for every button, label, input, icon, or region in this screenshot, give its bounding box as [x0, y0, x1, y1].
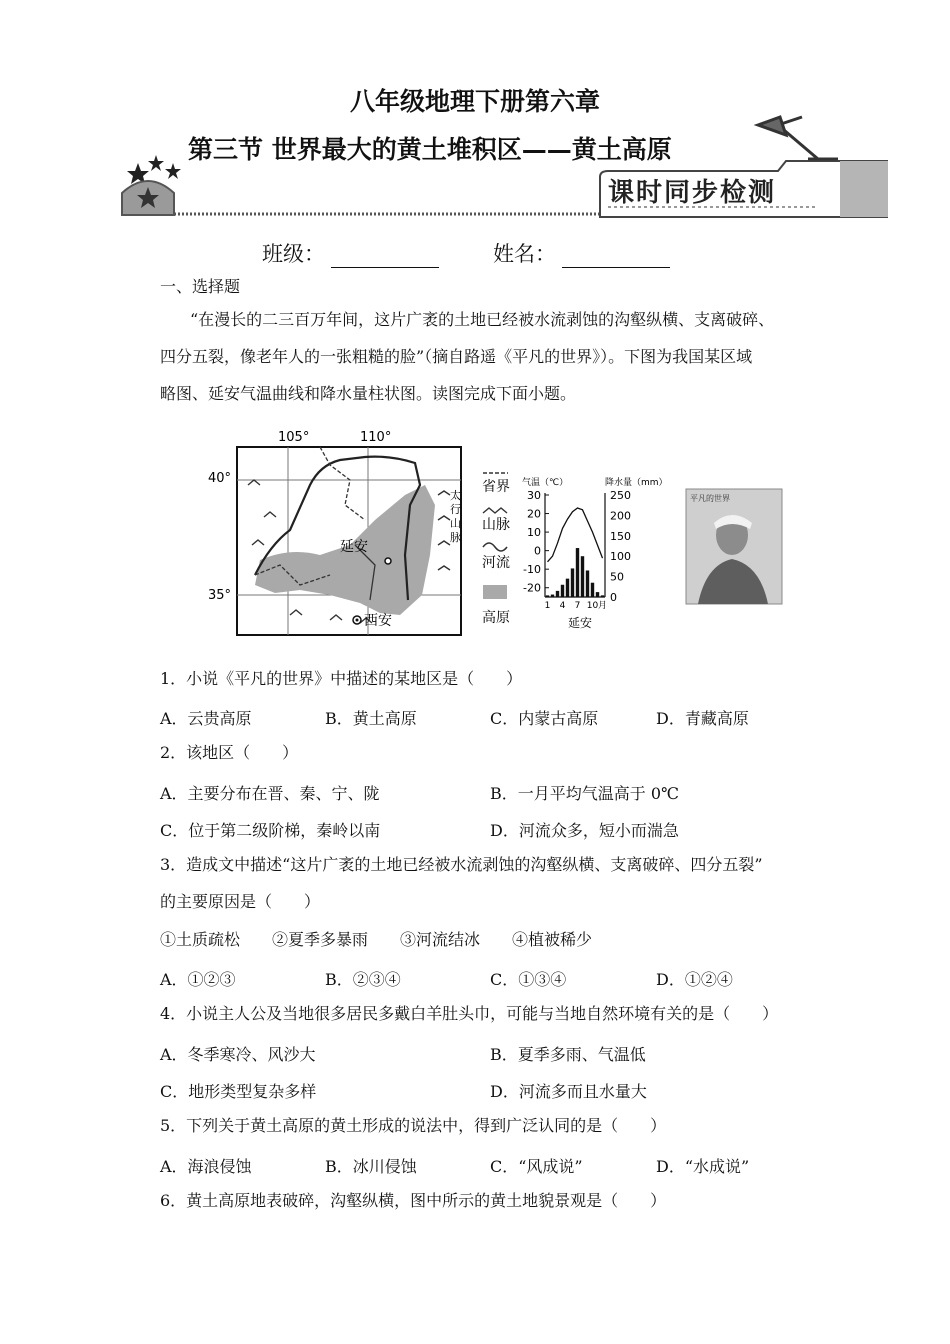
- q5-option-c[interactable]: C．“风成说”: [490, 1157, 583, 1176]
- lat-label-40: 40°: [208, 471, 232, 486]
- legend-province: 省界: [482, 479, 510, 495]
- x-tick-label: 月: [597, 601, 608, 611]
- q2-option-a[interactable]: A．主要分布在晋、秦、宁、陇: [160, 784, 380, 803]
- legend-river: 河流: [482, 555, 510, 571]
- legend-mountain-symbol: [483, 508, 507, 513]
- precip-bar-11: [596, 592, 599, 597]
- question-3-stem-2: 的主要原因是（ ）: [160, 892, 321, 911]
- x-tick-label: 1: [544, 601, 551, 611]
- precip-bar-1: [546, 595, 549, 597]
- precip-bar-12: [601, 595, 604, 597]
- city-xian: 西安: [364, 613, 392, 629]
- x-tick-label: 4: [559, 601, 566, 611]
- x-tick-label: 10: [586, 601, 599, 611]
- q3-option-a[interactable]: A．①②③: [160, 970, 236, 989]
- q4-option-a[interactable]: A．冬季寒冷、风沙大: [160, 1045, 316, 1064]
- right-tick-label: 0: [610, 591, 617, 604]
- right-tick-label: 250: [610, 489, 631, 502]
- mountain-label-2: 行: [450, 503, 461, 516]
- class-field[interactable]: [262, 238, 439, 268]
- right-tick-label: 200: [610, 509, 631, 523]
- lat-label-35: 35°: [208, 588, 232, 603]
- q3-option-d[interactable]: D．①②④: [656, 970, 733, 989]
- q1-option-c[interactable]: C．内蒙古高原: [490, 709, 599, 728]
- q5-option-a[interactable]: A．海浪侵蚀: [160, 1157, 252, 1176]
- q5-option-d[interactable]: D．“水成说”: [656, 1157, 750, 1176]
- q3-option-b[interactable]: B．②③④: [325, 970, 401, 989]
- left-tick-label: -10: [523, 563, 541, 577]
- q2-option-c[interactable]: C．位于第二级阶梯，秦岭以南: [160, 821, 381, 840]
- section-title: 第三节 世界最大的黄土堆积区——黄土高原: [188, 135, 672, 164]
- precip-bar-8: [581, 556, 584, 597]
- intro-line-2: 四分五裂，像老年人的一张粗糙的脸”（摘自路遥《平凡的世界》）。下图为我国某区域: [160, 347, 753, 366]
- q3-option-c[interactable]: C．①③④: [490, 970, 567, 989]
- section-heading: 一、选择题: [160, 277, 241, 296]
- chart-title: 延安: [568, 616, 593, 630]
- right-tick-label: 100: [610, 550, 631, 564]
- mountain-label-4: 脉: [450, 531, 461, 544]
- right-tick-label: 150: [610, 529, 631, 543]
- left-tick-label: -20: [523, 581, 541, 595]
- question-1-stem: 1．小说《平凡的世界》中描述的某地区是（ ）: [160, 669, 523, 688]
- chart-left-axis-label: 气温（℃）: [522, 478, 569, 488]
- class-label: 班级：: [262, 242, 325, 266]
- q4-option-d[interactable]: D．河流多而且水量大: [490, 1082, 647, 1101]
- photo-caption: 平凡的世界: [690, 494, 730, 503]
- left-tick-label: 30: [527, 489, 541, 502]
- legend-river-symbol: [483, 543, 507, 551]
- mountain-label-3: 山: [450, 517, 461, 530]
- lon-label-110: 110°: [360, 430, 392, 445]
- precip-bar-6: [571, 568, 574, 597]
- precip-bar-3: [556, 591, 559, 597]
- temperature-curve: [548, 508, 603, 562]
- precip-bar-4: [561, 585, 564, 597]
- question-5-stem: 5．下列关于黄土高原的黄土形成的说法中，得到广泛认同的是（ ）: [160, 1116, 667, 1135]
- novel-photo: [686, 489, 782, 604]
- legend-plateau-swatch: [483, 585, 507, 599]
- q1-option-a[interactable]: A．云贵高原: [160, 709, 252, 728]
- name-label: 姓名：: [493, 242, 556, 266]
- page-title: 八年级地理下册第六章: [349, 87, 600, 116]
- lamp-icon: [758, 117, 838, 159]
- yanan-marker: [385, 558, 391, 564]
- question-2-stem: 2．该地区（ ）: [160, 743, 299, 762]
- chart-right-axis-label: 降水量（mm）: [605, 478, 668, 488]
- q4-option-b[interactable]: B．夏季多雨、气温低: [490, 1045, 646, 1064]
- climate-chart: [522, 476, 668, 630]
- q5-option-b[interactable]: B．冰川侵蚀: [325, 1157, 417, 1176]
- left-tick-label: 20: [527, 507, 541, 521]
- city-yanan: 延安: [340, 539, 368, 555]
- left-tick-label: 0: [534, 544, 541, 558]
- question-3-stem: 3．造成文中描述“这片广袤的土地已经被水流剥蚀的沟壑纵横、支离破碎、四分五裂”: [160, 855, 763, 874]
- q2-option-b[interactable]: B．一月平均气温高于 0℃: [490, 784, 679, 803]
- star-icon: [148, 155, 164, 171]
- star-icon: [165, 163, 181, 179]
- right-tick-label: 50: [610, 570, 624, 584]
- precip-bar-10: [591, 583, 594, 597]
- q1-option-d[interactable]: D．青藏高原: [656, 709, 749, 728]
- left-tick-label: 10: [527, 526, 541, 540]
- q2-option-d[interactable]: D．河流众多，短小而湍急: [490, 821, 679, 840]
- precip-bar-9: [586, 570, 589, 597]
- precip-bar-2: [551, 595, 554, 597]
- name-blank[interactable]: [562, 247, 670, 268]
- legend-plateau: 高原: [482, 610, 510, 626]
- x-tick-label: 7: [574, 601, 581, 611]
- intro-line-3: 略图、延安气温曲线和降水量柱状图。读图完成下面小题。: [160, 384, 577, 403]
- question-3-items: ①土质疏松 ②夏季多暴雨 ③河流结冰 ④植被稀少: [160, 930, 593, 949]
- q4-option-c[interactable]: C．地形类型复杂多样: [160, 1082, 317, 1101]
- question-4-stem: 4．小说主人公及当地很多居民多戴白羊肚头巾，可能与当地自然环境有关的是（ ）: [160, 1004, 779, 1023]
- q1-option-b[interactable]: B．黄土高原: [325, 709, 417, 728]
- legend-mountain: 山脉: [482, 517, 510, 533]
- mountain-label-1: 太: [450, 489, 461, 502]
- precip-bar-5: [566, 579, 569, 597]
- class-blank[interactable]: [331, 247, 439, 268]
- sync-label: 课时同步检测: [608, 178, 777, 208]
- name-field[interactable]: [493, 238, 670, 268]
- question-6-stem: 6．黄土高原地表破碎，沟壑纵横，图中所示的黄土地貌景观是（ ）: [160, 1191, 667, 1210]
- lon-label-105: 105°: [278, 430, 310, 445]
- precip-bar-7: [576, 548, 579, 597]
- intro-line-1: “在漫长的二三百万年间，这片广袤的土地已经被水流剥蚀的沟壑纵横、支离破碎、: [190, 310, 775, 329]
- figure: [200, 425, 800, 640]
